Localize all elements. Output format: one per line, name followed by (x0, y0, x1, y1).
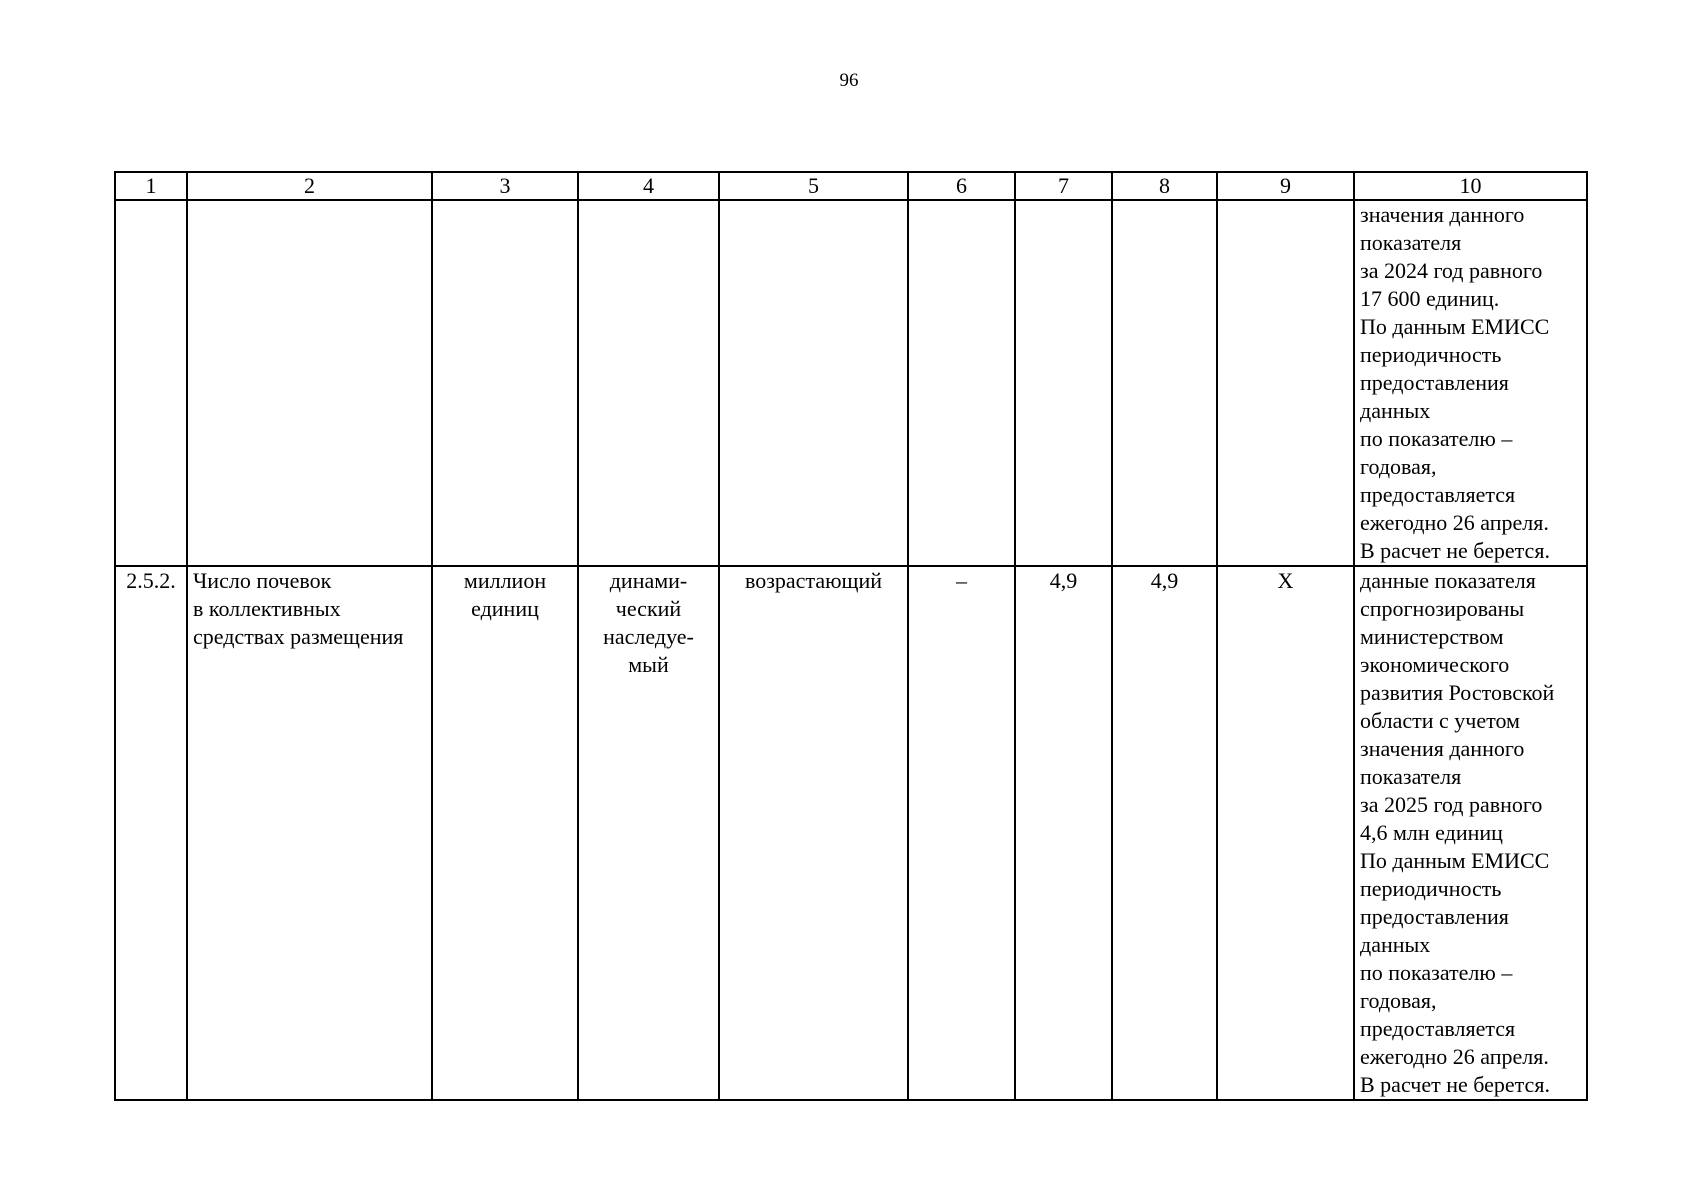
cell-col8 (1112, 200, 1217, 566)
cell-unit: миллион единиц (432, 566, 578, 1100)
header-cell: 4 (578, 172, 719, 200)
header-cell: 3 (432, 172, 578, 200)
header-cell: 10 (1354, 172, 1587, 200)
cell-number (115, 200, 187, 566)
cell-col6: – (908, 566, 1015, 1100)
cell-comment: данные показателя спрогнозированы министерством экономического развития Ростовской области с учетом значения данного показателя за 2025 год равного 4,6 млн единиц По данным ЕМИСС периодичность предоставления данных по показателю – годовая, предоставляется ежегодно 26 апреля. В расчет не берется. (1354, 566, 1587, 1100)
header-cell: 1 (115, 172, 187, 200)
cell-col7: 4,9 (1015, 566, 1112, 1100)
header-cell: 5 (719, 172, 908, 200)
cell-indicator-name: Число почевок в коллективных средствах размещения (187, 566, 432, 1100)
cell-unit (432, 200, 578, 566)
cell-col8: 4,9 (1112, 566, 1217, 1100)
cell-col7 (1015, 200, 1112, 566)
page-number: 96 (839, 70, 859, 91)
header-cell: 8 (1112, 172, 1217, 200)
cell-col9: X (1217, 566, 1354, 1100)
cell-type: динами- ческий наследуе- мый (578, 566, 719, 1100)
cell-col9 (1217, 200, 1354, 566)
cell-direction (719, 200, 908, 566)
table-row (115, 200, 1587, 566)
cell-type (578, 200, 719, 566)
table-header-row (115, 172, 1587, 200)
cell-direction: возрастающий (719, 566, 908, 1100)
cell-col6 (908, 200, 1015, 566)
cell-comment: значения данного показателя за 2024 год равного 17 600 единиц. По данным ЕМИСС периодичность предоставления данных по показателю – годовая, предоставляется ежегодно 26 апреля. В расчет не берется. (1354, 200, 1587, 566)
indicators-table (114, 171, 1588, 1101)
cell-number: 2.5.2. (115, 566, 187, 1100)
header-cell: 7 (1015, 172, 1112, 200)
header-cell: 2 (187, 172, 432, 200)
header-cell: 9 (1217, 172, 1354, 200)
header-cell: 6 (908, 172, 1015, 200)
cell-indicator-name (187, 200, 432, 566)
table-row (115, 566, 1587, 1100)
